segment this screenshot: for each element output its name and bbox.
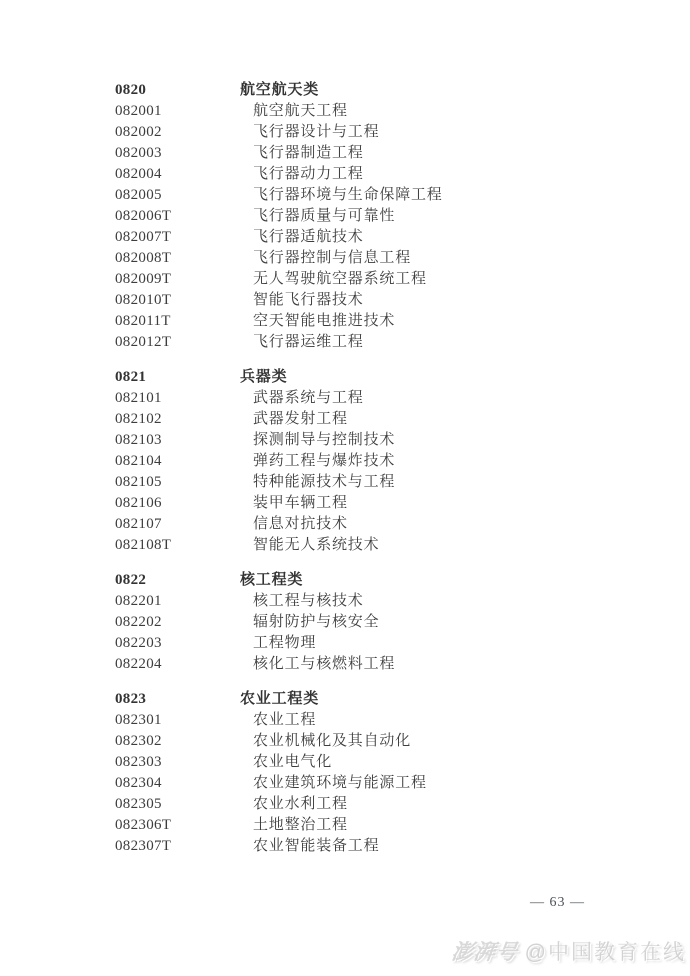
major-row (115, 535, 675, 556)
major-name: 飞行器运维工程 (253, 334, 364, 350)
major-name: 飞行器质量与可靠性 (253, 208, 396, 224)
major-row (115, 409, 675, 430)
major-row (115, 612, 675, 633)
major-row (115, 388, 675, 409)
major-code: 082009T (115, 271, 172, 287)
major-row (115, 269, 675, 290)
major-name: 空天智能电推进技术 (253, 313, 396, 329)
major-name: 土地整治工程 (253, 817, 348, 833)
major-code: 082108T (115, 537, 172, 553)
major-code: 082011T (115, 313, 171, 329)
major-code: 082305 (115, 796, 162, 812)
major-row (115, 101, 675, 122)
category-header-row (115, 570, 675, 591)
category-code: 0820 (115, 82, 147, 98)
major-name: 信息对抗技术 (253, 516, 348, 532)
major-code: 082005 (115, 187, 162, 203)
major-name: 探测制导与控制技术 (253, 432, 396, 448)
major-category-section (115, 80, 675, 353)
major-code: 082107 (115, 516, 162, 532)
category-code: 0821 (115, 369, 147, 385)
major-row (115, 794, 675, 815)
major-code: 082201 (115, 593, 162, 609)
major-code: 082003 (115, 145, 162, 161)
major-name: 核工程与核技术 (253, 593, 364, 609)
major-row (115, 248, 675, 269)
major-category-section (115, 570, 675, 675)
major-name: 无人驾驶航空器系统工程 (253, 271, 427, 287)
major-code: 082010T (115, 292, 172, 308)
major-name: 飞行器环境与生命保障工程 (253, 187, 443, 203)
major-row (115, 122, 675, 143)
major-code: 082001 (115, 103, 162, 119)
major-code: 082012T (115, 334, 172, 350)
category-name: 核工程类 (240, 572, 304, 588)
major-row (115, 311, 675, 332)
major-row (115, 290, 675, 311)
category-header-row (115, 367, 675, 388)
major-code: 082008T (115, 250, 172, 266)
category-code: 0822 (115, 572, 147, 588)
major-row (115, 514, 675, 535)
major-row (115, 472, 675, 493)
watermark (449, 936, 686, 966)
major-code: 082007T (115, 229, 172, 245)
major-name: 核化工与核燃料工程 (253, 656, 396, 672)
major-code: 082306T (115, 817, 172, 833)
category-name: 农业工程类 (240, 691, 320, 707)
watermark-brand-logo: 澎湃号 (449, 941, 520, 964)
major-code: 082301 (115, 712, 162, 728)
watermark-handle: @中国教育在线 (524, 941, 686, 964)
major-row (115, 773, 675, 794)
major-code: 082101 (115, 390, 162, 406)
major-name: 农业智能装备工程 (253, 838, 380, 854)
major-row (115, 815, 675, 836)
major-name: 智能飞行器技术 (253, 292, 364, 308)
major-code: 082202 (115, 614, 162, 630)
major-code: 082102 (115, 411, 162, 427)
category-name: 兵器类 (240, 369, 288, 385)
major-row (115, 731, 675, 752)
major-category-section (115, 689, 675, 857)
major-name: 飞行器动力工程 (253, 166, 364, 182)
major-row (115, 752, 675, 773)
major-name: 工程物理 (253, 635, 317, 651)
major-code: 082002 (115, 124, 162, 140)
major-category-section (115, 367, 675, 556)
major-name: 飞行器制造工程 (253, 145, 364, 161)
major-row (115, 836, 675, 857)
major-code: 082106 (115, 495, 162, 511)
major-row (115, 451, 675, 472)
major-row (115, 143, 675, 164)
major-name: 武器发射工程 (253, 411, 348, 427)
major-code: 082302 (115, 733, 162, 749)
major-code: 082204 (115, 656, 162, 672)
major-name: 特种能源技术与工程 (253, 474, 396, 490)
major-code: 082304 (115, 775, 162, 791)
category-code: 0823 (115, 691, 147, 707)
major-row (115, 493, 675, 514)
major-name: 飞行器设计与工程 (253, 124, 380, 140)
category-name: 航空航天类 (240, 82, 320, 98)
major-row (115, 633, 675, 654)
page-number: — 63 — (530, 895, 585, 910)
major-row (115, 206, 675, 227)
major-catalog-list (115, 80, 675, 871)
major-name: 航空航天工程 (253, 103, 348, 119)
major-name: 农业电气化 (253, 754, 333, 770)
major-row (115, 710, 675, 731)
major-row (115, 185, 675, 206)
major-name: 装甲车辆工程 (253, 495, 348, 511)
major-name: 辐射防护与核安全 (253, 614, 380, 630)
major-code: 082104 (115, 453, 162, 469)
major-code: 082006T (115, 208, 172, 224)
major-row (115, 332, 675, 353)
major-row (115, 164, 675, 185)
major-name: 飞行器控制与信息工程 (253, 250, 412, 266)
major-code: 082203 (115, 635, 162, 651)
major-name: 农业工程 (253, 712, 317, 728)
major-code: 082004 (115, 166, 162, 182)
major-name: 智能无人系统技术 (253, 537, 380, 553)
major-row (115, 227, 675, 248)
major-row (115, 430, 675, 451)
major-name: 武器系统与工程 (253, 390, 364, 406)
major-name: 弹药工程与爆炸技术 (253, 453, 396, 469)
major-code: 082105 (115, 474, 162, 490)
major-name: 农业建筑环境与能源工程 (253, 775, 427, 791)
major-name: 飞行器适航技术 (253, 229, 364, 245)
major-code: 082303 (115, 754, 162, 770)
category-header-row (115, 689, 675, 710)
major-name: 农业水利工程 (253, 796, 348, 812)
major-name: 农业机械化及其自动化 (253, 733, 412, 749)
major-row (115, 591, 675, 612)
major-row (115, 654, 675, 675)
category-header-row (115, 80, 675, 101)
major-code: 082307T (115, 838, 172, 854)
major-code: 082103 (115, 432, 162, 448)
